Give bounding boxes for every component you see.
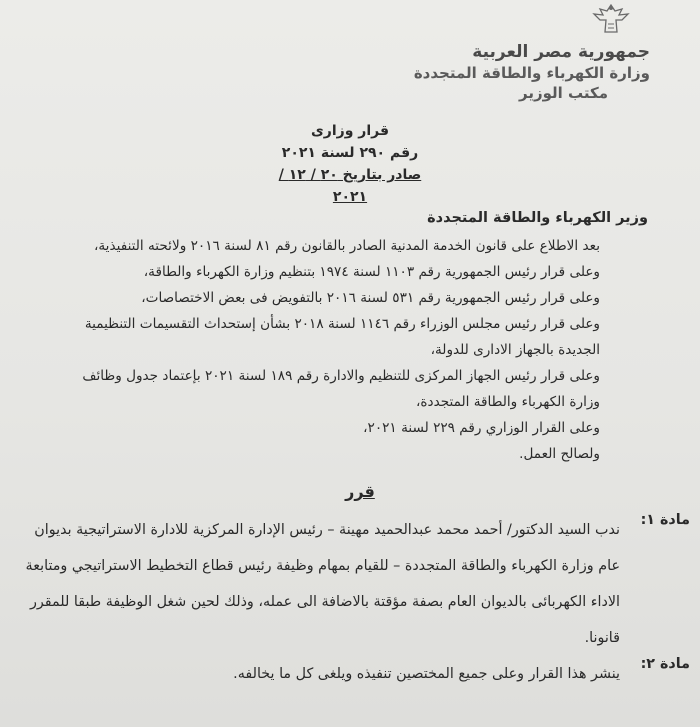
preamble-clause: وعلى قرار رئيس الجمهورية رقم ١١٠٣ لسنة ١٩٧٤ بتنظيم وزارة الكهرباء والطاقة،: [143, 264, 600, 280]
decree-number: رقم ٢٩٠ لسنة ٢٠٢١: [281, 145, 419, 161]
article-label: مادة ١:: [640, 512, 690, 528]
ministry-name: وزارة الكهرباء والطاقة المتجددة: [413, 64, 650, 82]
decree-title: قرار وزارى: [310, 123, 390, 139]
preamble: [48, 205, 648, 467]
preamble-clause: بعد الاطلاع على قانون الخدمة المدنية الصادر بالقانون رقم ٨١ لسنة ٢٠١٦ ولائحته التنفيذية،: [94, 238, 600, 254]
decree-heading: [270, 120, 430, 208]
article-1: [20, 512, 690, 656]
country-name: جمهورية مصر العربية: [472, 42, 650, 62]
article-label: مادة ٢:: [640, 656, 690, 672]
decree-date: صادر بتاريخ ٢٠ / ١٢ / ٢٠٢١: [278, 167, 422, 205]
preamble-clause: وعلى القرار الوزاري رقم ٢٢٩ لسنة ٢٠٢١،: [363, 420, 600, 436]
preamble-clause: وعلى قرار رئيس الجهاز المركزى للتنظيم والادارة رقم ١٨٩ لسنة ٢٠٢١ بإعتماد جدول وظائف وزارة الكهرباء والطاقة المتجددة،: [82, 368, 600, 410]
minister-title: وزير الكهرباء والطاقة المتجددة: [427, 210, 648, 226]
eagle-emblem-icon: [588, 2, 634, 36]
article-2: [20, 656, 690, 692]
preamble-clause: ولصالح العمل.: [519, 446, 600, 462]
office-name: مكتب الوزير: [518, 84, 608, 102]
article-text: ندب السيد الدكتور/ أحمد محمد عبدالحميد مهينة – رئيس الإدارة المركزية للادارة الاستراتيجية بديوان عام وزارة الكهرباء والطاقة المتجددة – للقيام بمهام وظيفة رئيس قطاع التخطيط الاستراتيجي ومتابعة الاداء الكهربائى بالديوان العام بصفة مؤقتة بالاضافة الى عمله، وذلك لحين شغل الوظيفة طبقا للمقرر قانونا.: [25, 522, 620, 646]
preamble-clause: وعلى قرار رئيس الجمهورية رقم ٥٣١ لسنة ٢٠١٦ بالتفويض فى بعض الاختصاصات،: [141, 290, 600, 306]
article-text: ينشر هذا القرار وعلى جميع المختصين تنفيذه ويلغى كل ما يخالفه.: [233, 666, 620, 682]
preamble-clause: وعلى قرار رئيس مجلس الوزراء رقم ١١٤٦ لسنة ٢٠١٨ بشأن إستحداث التقسيمات التنظيمية الجديدة بالجهاز الادارى للدولة،: [84, 316, 600, 358]
decision-heading: قرر: [345, 482, 375, 501]
letterhead: [414, 42, 650, 102]
